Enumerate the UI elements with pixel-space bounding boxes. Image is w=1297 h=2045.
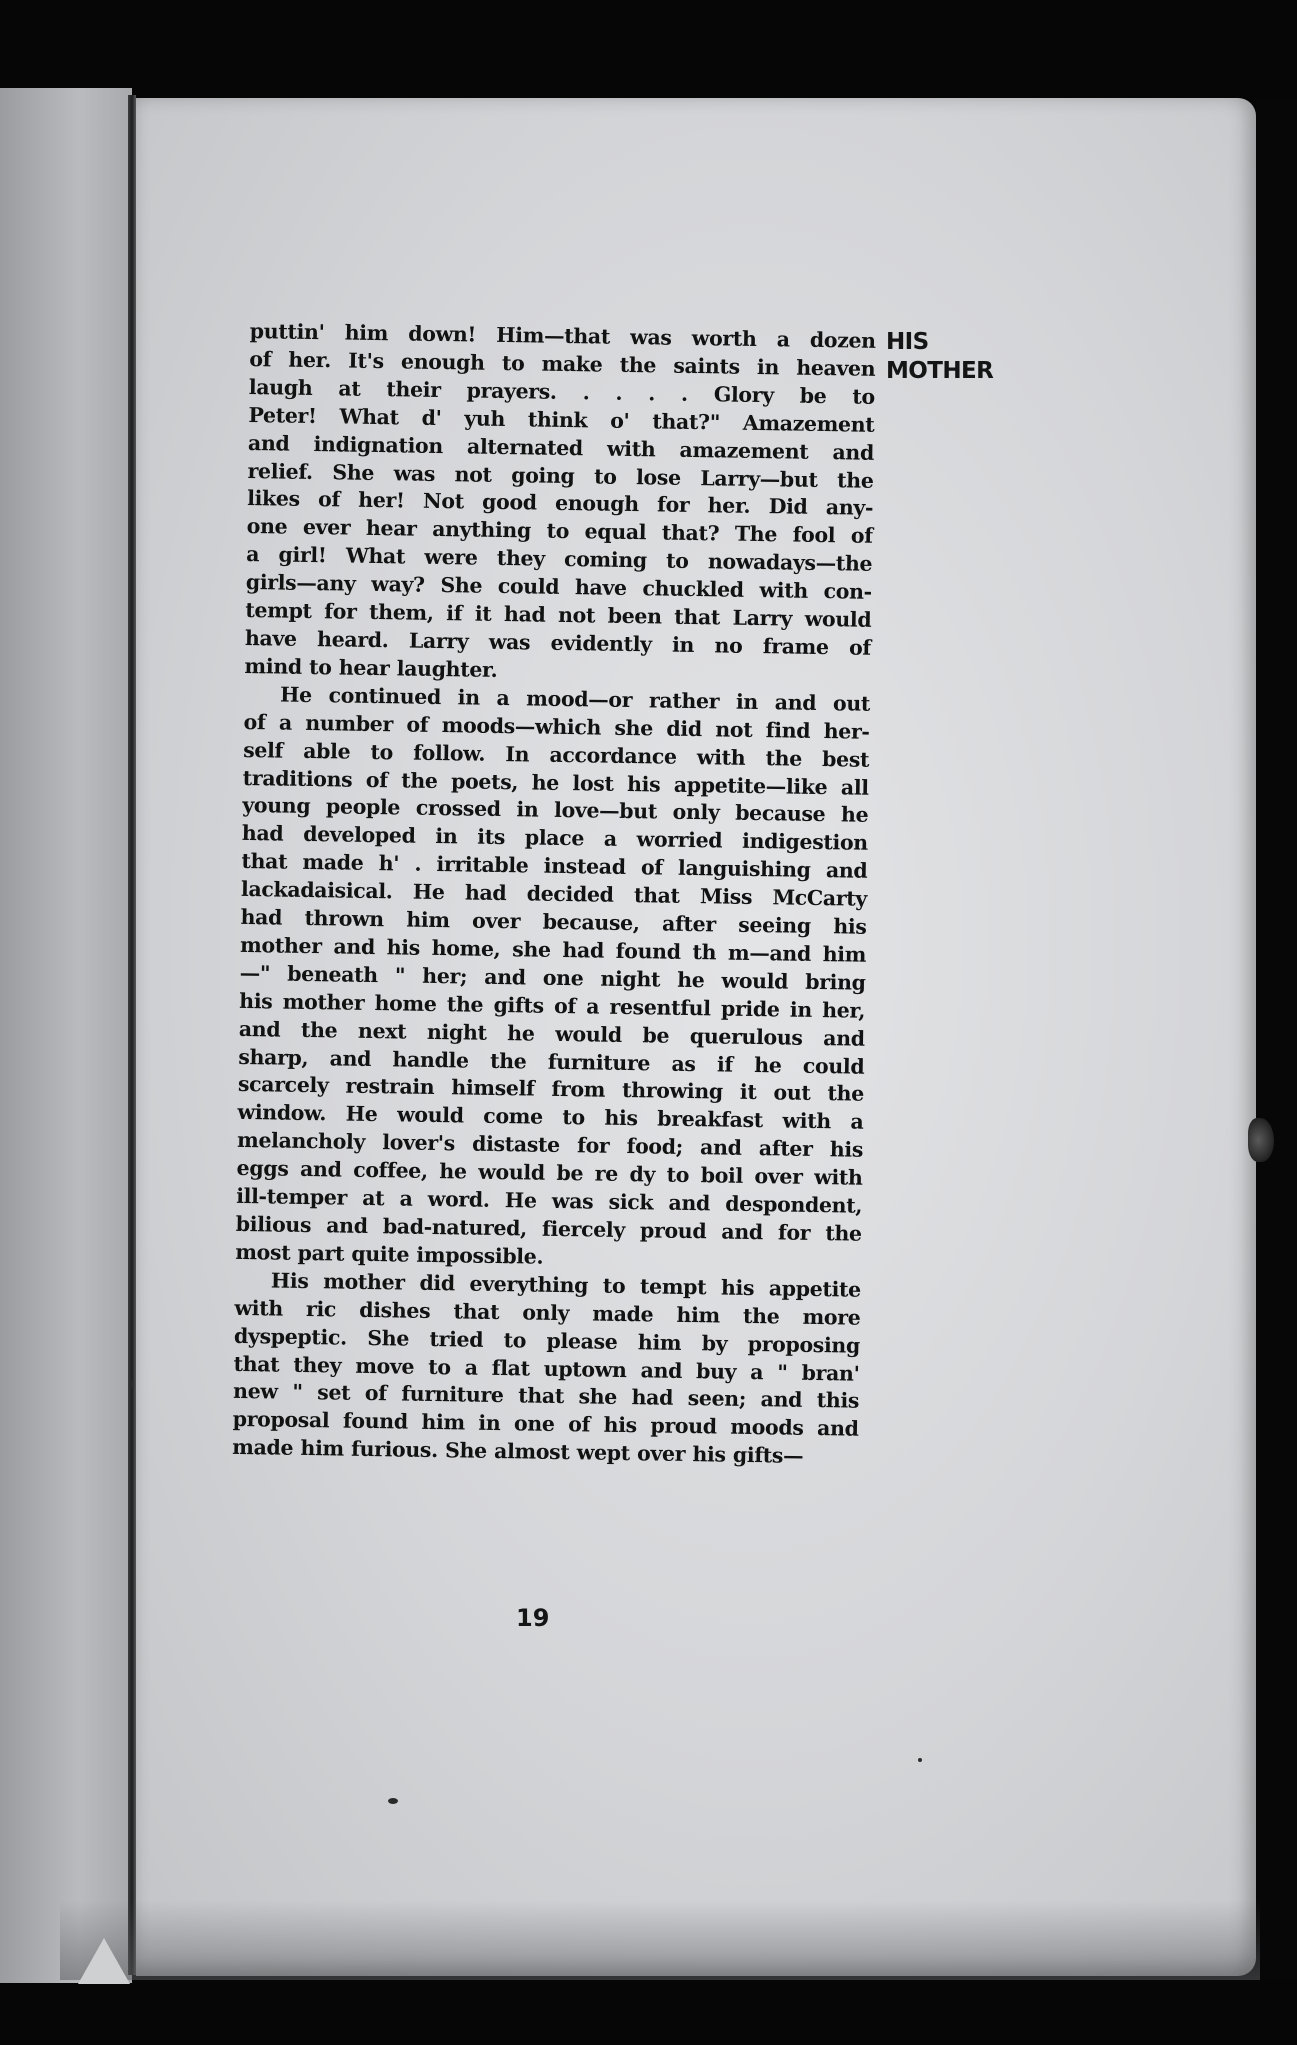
text-line: his mother home the gifts of a resentful pride in her, xyxy=(239,988,866,1023)
running-head-line-1: HIS xyxy=(886,329,929,355)
text-line: His mother did everything to tempt his appetite xyxy=(270,1268,862,1302)
text-line: laugh at their prayers. . . . . Glory be to xyxy=(248,374,876,409)
text-line: traditions of the poets, he lost his appetite—like all xyxy=(242,765,869,800)
text-line: made him furious. She almost wept over his gifts— xyxy=(232,1435,804,1469)
running-head-line-2: MOTHER xyxy=(886,358,994,384)
text-line: had thrown him over because, after seeing his xyxy=(240,904,867,939)
text-line: new " set of furniture that she had seen; and this xyxy=(232,1379,860,1414)
text-line: bilious and bad-natured, fiercely proud and for the xyxy=(235,1211,862,1246)
ink-speck xyxy=(130,1380,133,1389)
text-line: scarcely restrain himself from throwing it out the xyxy=(237,1072,865,1107)
text-line: a girl! What were they coming to nowadays—the xyxy=(246,542,873,577)
text-line: and the next night he would be querulous and xyxy=(238,1016,865,1051)
body-text xyxy=(232,318,876,1472)
text-line: of a number of moods—which she did not find her- xyxy=(243,709,870,744)
text-line: He continued in a mood—or rather in and out xyxy=(279,682,871,716)
text-line: dyspeptic. She tried to please him by proposing xyxy=(233,1323,861,1358)
text-line: —" beneath " her; and one night he would bring xyxy=(239,960,866,995)
text-line: one ever hear anything to equal that? The fool of xyxy=(246,514,873,549)
text-line: of her. It's enough to make the saints in heaven xyxy=(249,346,876,381)
paragraph xyxy=(232,1267,861,1472)
text-line: likes of her! Not good enough for her. Did any- xyxy=(246,486,874,521)
text-line: had developed in its place a worried indigestion xyxy=(241,821,869,856)
ink-speck xyxy=(918,1758,922,1762)
running-head xyxy=(886,328,993,386)
text-line: mind to hear laughter. xyxy=(244,653,498,682)
text-line: with ric dishes that only made him the more xyxy=(234,1295,861,1330)
text-line: that made h' . irritable instead of languishing and xyxy=(241,849,868,883)
text-line: self able to follow. In accordance with the best xyxy=(243,737,870,772)
book-gutter xyxy=(128,95,136,1975)
text-line: lackadaisical. He had decided that Miss McCarty xyxy=(240,877,868,911)
paragraph xyxy=(244,318,876,691)
scan-right-border xyxy=(1256,98,1297,1978)
text-line: girls—any way? She could have chuckled with con- xyxy=(245,570,872,604)
facing-page-edge xyxy=(0,88,132,1983)
page-number: 19 xyxy=(516,1604,550,1632)
text-line: Peter! What d' yuh think o' that?" Amazement xyxy=(248,402,875,437)
text-line: melancholy lover's distaste for food; and after his xyxy=(236,1128,864,1163)
text-line: and indignation alternated with amazement and xyxy=(247,430,875,465)
text-line: tempt for them, if it had not been that Larry would xyxy=(245,598,872,632)
text-line: young people crossed in love—but only because he xyxy=(242,793,869,828)
text-line: ill-temper at a word. He was sick and despondent, xyxy=(236,1183,863,1218)
paragraph xyxy=(235,681,870,1277)
text-line: proposal found him in one of his proud moods and xyxy=(232,1407,859,1442)
text-line: have heard. Larry was evidently in no frame of xyxy=(244,625,872,660)
text-line: sharp, and handle the furniture as if he could xyxy=(238,1044,865,1079)
text-line: relief. She was not going to lose Larry—but the xyxy=(247,458,874,493)
page-bottom-shadow xyxy=(60,1900,1260,1980)
text-line: eggs and coffee, he would be re dy to boil over with xyxy=(236,1156,863,1190)
text-line: puttin' him down! Him—that was worth a dozen xyxy=(249,318,876,353)
page-edge-blemish xyxy=(1248,1118,1274,1162)
text-line: most part quite impossible. xyxy=(235,1239,544,1269)
text-line: mother and his home, she had found th m—and him xyxy=(239,932,867,967)
text-line: window. He would come to his breakfast with a xyxy=(237,1100,864,1135)
text-line: that they move to a flat uptown and buy a " bran' xyxy=(233,1351,860,1386)
ink-speck xyxy=(388,1798,398,1804)
corner-paper-fragment xyxy=(78,1938,130,1984)
